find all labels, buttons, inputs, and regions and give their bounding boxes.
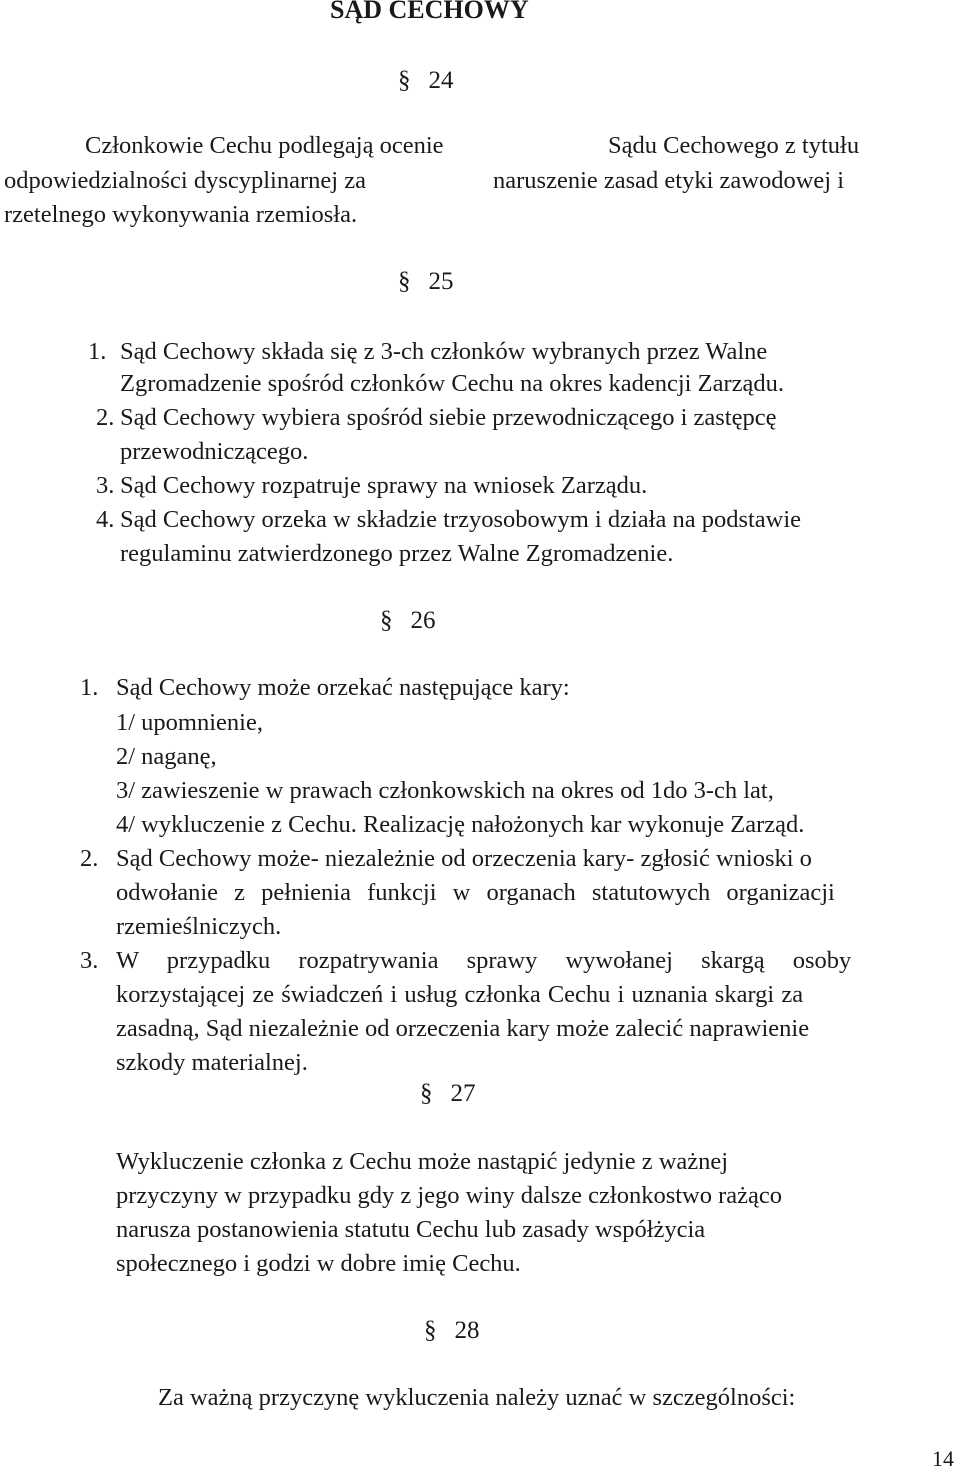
list-item-text: szkody materialnej. — [116, 1049, 308, 1076]
section-number: 27 — [450, 1080, 476, 1107]
paragraph-line: Sądu Cechowego z tytułu — [608, 132, 860, 159]
paragraph-line: Członkowie Cechu podlegają ocenie — [85, 132, 444, 159]
list-item-text: Sąd Cechowy rozpatruje sprawy na wniosek Zarządu. — [120, 472, 648, 499]
page-title: SĄD CECHOWY — [330, 0, 529, 24]
section-symbol: § — [424, 1317, 437, 1344]
section-heading-27 — [420, 1081, 476, 1106]
paragraph-line: Wykluczenie członka z Cechu może nastąpić jedynie z ważnej — [116, 1148, 729, 1175]
list-item-number: 3. — [80, 947, 99, 974]
list-item-text: 1/ upomnienie, — [116, 709, 263, 736]
list-item-text: 3/ zawieszenie w prawach członkowskich na okres od 1do 3-ch lat, — [116, 777, 774, 804]
section-number: 25 — [428, 268, 454, 295]
list-item-number: 4. — [96, 506, 115, 533]
page-number: 14 — [932, 1446, 954, 1471]
section-symbol: § — [398, 67, 411, 94]
list-item-number: 1. — [80, 674, 99, 701]
section-symbol: § — [380, 607, 393, 634]
section-number: 28 — [454, 1317, 480, 1344]
section-number: 26 — [410, 607, 436, 634]
list-item-text: Sąd Cechowy może- niezależnie od orzeczenia kary- zgłosić wnioski o — [116, 845, 812, 872]
list-item-text: Sąd Cechowy wybiera spośród siebie przewodniczącego i zastępcę — [120, 404, 777, 431]
list-item-number: 2. — [80, 845, 99, 872]
list-item-number: 1. — [88, 338, 107, 365]
paragraph-line: odpowiedzialności dyscyplinarnej za — [4, 167, 366, 194]
list-item-text: Sąd Cechowy może orzekać następujące kary: — [116, 674, 570, 701]
paragraph-line: przyczyny w przypadku gdy z jego winy dalsze członkostwo rażąco — [116, 1182, 783, 1209]
list-item-text: 2/ naganę, — [116, 743, 217, 770]
list-item-text: Zgromadzenie spośród członków Cechu na okres kadencji Zarządu. — [120, 370, 784, 397]
paragraph-line: naruszenie zasad etyki zawodowej i — [493, 167, 845, 194]
paragraph-line: społecznego i godzi w dobre imię Cechu. — [116, 1250, 521, 1277]
list-item-text: regulaminu zatwierdzonego przez Walne Zgromadzenie. — [120, 540, 674, 567]
section-number: 24 — [428, 67, 454, 94]
list-item-text: Sąd Cechowy składa się z 3-ch członków wybranych przez Walne — [120, 338, 768, 365]
section-heading-28 — [424, 1318, 480, 1343]
section-heading-24 — [398, 68, 454, 93]
section-symbol: § — [398, 268, 411, 295]
paragraph-line: Za ważną przyczynę wykluczenia należy uznać w szczególności: — [158, 1384, 796, 1411]
list-item-text: przewodniczącego. — [120, 438, 309, 465]
list-item-text: W przypadku rozpatrywania sprawy wywołanej skargą osoby — [116, 947, 852, 974]
list-item-text: rzemieślniczych. — [116, 913, 282, 940]
section-heading-25 — [398, 269, 454, 294]
list-item-text: zasadną, Sąd niezależnie od orzeczenia kary może zalecić naprawienie — [116, 1015, 810, 1042]
list-item-text: korzystającej ze świadczeń i usług członka Cechu i uznania skargi za — [116, 981, 804, 1008]
list-item-number: 2. — [96, 404, 115, 431]
list-item-number: 3. — [96, 472, 115, 499]
paragraph-line: rzetelnego wykonywania rzemiosła. — [4, 201, 358, 228]
list-item-text: 4/ wykluczenie z Cechu. Realizację nałożonych kar wykonuje Zarząd. — [116, 811, 805, 838]
section-symbol: § — [420, 1080, 433, 1107]
list-item-text: Sąd Cechowy orzeka w składzie trzyosobowym i działa na podstawie — [120, 506, 802, 533]
list-item-text: odwołanie z pełnienia funkcji w organach statutowych organizacji — [116, 879, 835, 906]
section-heading-26 — [380, 608, 436, 633]
paragraph-line: narusza postanowienia statutu Cechu lub zasady współżycia — [116, 1216, 706, 1243]
